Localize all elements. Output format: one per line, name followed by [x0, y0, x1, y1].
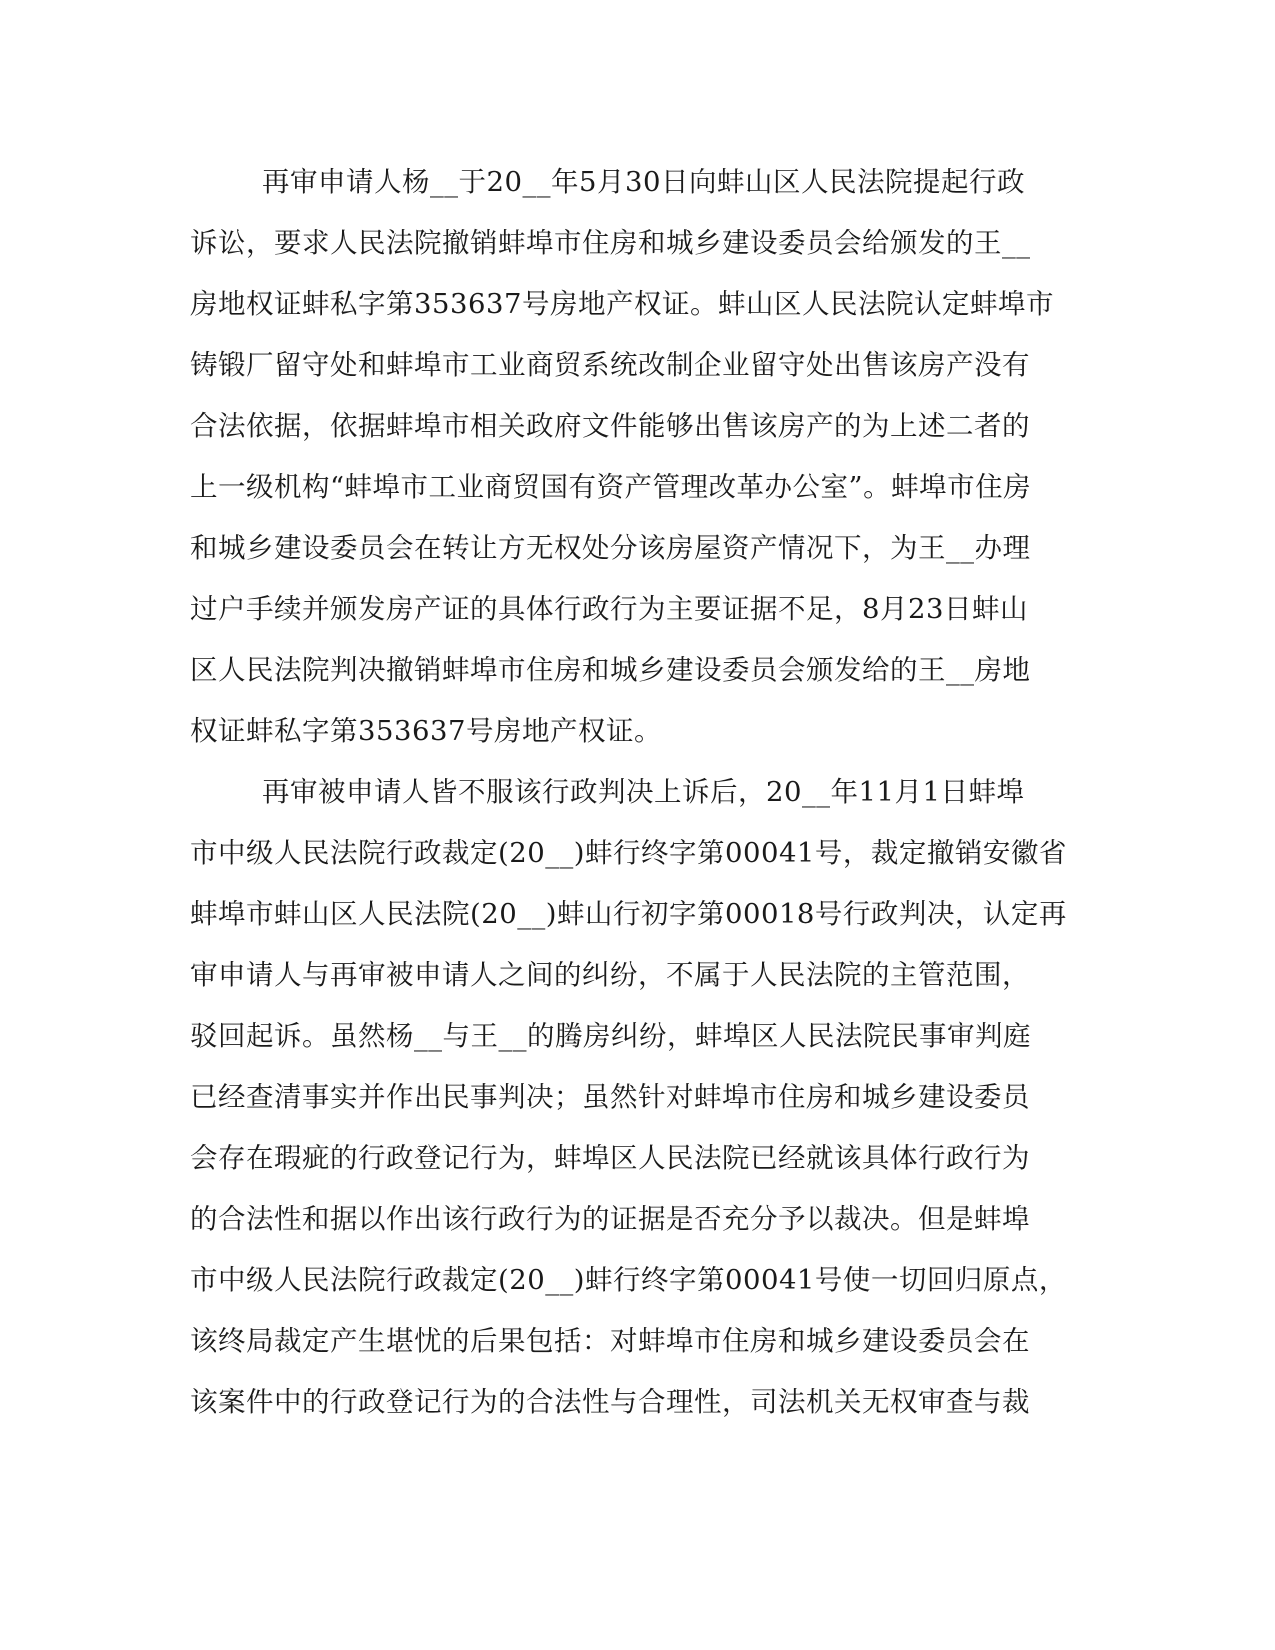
text-line: 会存在瑕疵的行政登记行为，蚌埠区人民法院已经就该具体行政行为: [190, 1142, 1030, 1174]
text-line: 过户手续并颁发房产证的具体行政行为主要证据不足，8月23日蚌山: [190, 593, 1028, 625]
text-line: 再审被申请人皆不服该行政判决上诉后，20__年11月1日蚌埠: [262, 776, 1025, 808]
text-line: 该案件中的行政登记行为的合法性与合理性，司法机关无权审查与裁: [190, 1386, 1030, 1418]
text-line: 蚌埠市蚌山区人民法院(20__)蚌山行初字第00018号行政判决，认定再: [190, 898, 1067, 930]
text-line: 铸锻厂留守处和蚌埠市工业商贸系统改制企业留守处出售该房产没有: [190, 349, 1030, 381]
text-line: 再审申请人杨__于20__年5月30日向蚌山区人民法院提起行政: [262, 166, 1025, 198]
document-body: [190, 152, 1090, 1433]
text-line: 上一级机构“蚌埠市工业商贸国有资产管理改革办公室”。蚌埠市住房: [190, 471, 1032, 503]
paragraph: [190, 152, 1090, 762]
text-line: 驳回起诉。虽然杨__与王__的腾房纠纷，蚌埠区人民法院民事审判庭: [190, 1020, 1031, 1052]
text-line: 区人民法院判决撤销蚌埠市住房和城乡建设委员会颁发给的王__房地: [190, 654, 1031, 686]
text-line: 市中级人民法院行政裁定(20__)蚌行终字第00041号使一切回归原点，: [190, 1264, 1067, 1296]
text-line: 的合法性和据以作出该行政行为的证据是否充分予以裁决。但是蚌埠: [190, 1203, 1030, 1235]
text-line: 市中级人民法院行政裁定(20__)蚌行终字第00041号，裁定撤销安徽省: [190, 837, 1067, 869]
text-line: 该终局裁定产生堪忧的后果包括：对蚌埠市住房和城乡建设委员会在: [190, 1325, 1030, 1357]
text-line: 诉讼，要求人民法院撤销蚌埠市住房和城乡建设委员会给颁发的王__: [190, 227, 1031, 259]
text-line: 审申请人与再审被申请人之间的纠纷，不属于人民法院的主管范围，: [190, 959, 1030, 991]
paragraph: [190, 762, 1090, 1433]
text-line: 和城乡建设委员会在转让方无权处分该房屋资产情况下，为王__办理: [190, 532, 1031, 564]
text-line: 合法依据，依据蚌埠市相关政府文件能够出售该房产的为上述二者的: [190, 410, 1030, 442]
text-line: 权证蚌私字第353637号房地产权证。: [190, 715, 662, 747]
text-line: 已经查清事实并作出民事判决；虽然针对蚌埠市住房和城乡建设委员: [190, 1081, 1030, 1113]
text-line: 房地权证蚌私字第353637号房地产权证。蚌山区人民法院认定蚌埠市: [190, 288, 1054, 320]
